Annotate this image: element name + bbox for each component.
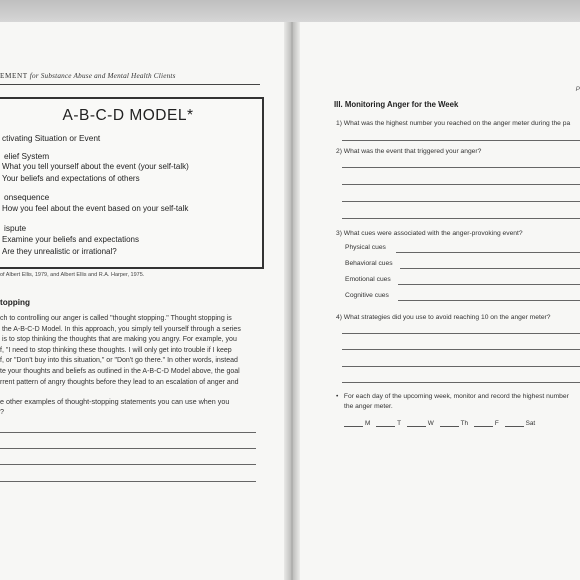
book-gutter: [284, 22, 300, 580]
cue-line-behavioral[interactable]: [400, 268, 580, 269]
page-number: P: [575, 86, 580, 93]
cue-label-physical: Physical cues: [345, 244, 386, 251]
cue-label-cognitive: Cognitive cues: [345, 292, 389, 299]
section-title-thought-stopping: topping: [0, 298, 31, 307]
question-4: 4) What strategies did you use to avoid reaching 10 on the anger meter?: [336, 314, 551, 321]
box-line-belief-2: Your beliefs and expectations of others: [2, 174, 140, 183]
box-line-consequence-1: How you feel about the event based on your self-talk: [2, 204, 189, 213]
day-entry-tuesday[interactable]: T: [376, 420, 401, 427]
box-line-belief-1: What you tell yourself about the event (your self-talk): [2, 162, 189, 171]
question-2: 2) What was the event that triggered your anger?: [336, 148, 482, 155]
cue-line-emotional[interactable]: [398, 284, 580, 285]
left-page: [0, 22, 288, 580]
question-thought-stopping: e other examples of thought-stopping statements you can use when you ?: [0, 397, 230, 416]
answer-line-2[interactable]: [342, 184, 580, 185]
answer-line-4[interactable]: [342, 366, 580, 367]
header-rule: [0, 84, 260, 85]
day-entry-wednesday[interactable]: W: [407, 420, 434, 427]
box-line-belief: elief System: [4, 151, 50, 161]
write-line[interactable]: [0, 464, 256, 465]
box-title: A-B-C-D MODEL*: [62, 107, 194, 124]
answer-line-2[interactable]: [342, 167, 580, 168]
cue-line-cognitive[interactable]: [398, 300, 580, 301]
day-record-row: [344, 420, 539, 427]
answer-line-2[interactable]: [342, 218, 580, 219]
answer-line-1[interactable]: [342, 140, 580, 141]
day-entry-thursday[interactable]: Th: [440, 420, 468, 427]
answer-line-4[interactable]: [342, 333, 580, 334]
box-line-dispute-2: Are they unrealistic or irrational?: [2, 247, 117, 256]
day-entry-friday[interactable]: F: [474, 420, 499, 427]
write-line[interactable]: [0, 481, 256, 482]
write-line[interactable]: [0, 448, 256, 449]
box-line-activating: ctivating Situation or Event: [2, 133, 101, 143]
cue-label-emotional: Emotional cues: [345, 276, 391, 283]
box-line-dispute: ispute: [4, 223, 27, 233]
running-head: EMENT for Substance Abuse and Mental Health Clients: [0, 72, 176, 80]
box-line-consequence: onsequence: [4, 192, 50, 202]
cue-line-physical[interactable]: [396, 252, 580, 253]
question-3: 3) What cues were associated with the anger-provoking event?: [336, 230, 523, 237]
write-line[interactable]: [0, 432, 256, 433]
section-title-monitoring: III. Monitoring Anger for the Week: [334, 100, 459, 109]
answer-line-2[interactable]: [342, 201, 580, 202]
answer-line-4[interactable]: [342, 349, 580, 350]
day-entry-saturday[interactable]: Sat: [505, 420, 536, 427]
right-page: [296, 22, 580, 580]
abcd-model-box: [0, 97, 264, 269]
cue-label-behavioral: Behavioral cues: [345, 260, 393, 267]
question-1: 1) What was the highest number you reached on the anger meter during the pa: [336, 120, 571, 127]
answer-line-4[interactable]: [342, 382, 580, 383]
bullet-text-cont: the anger meter.: [344, 403, 393, 410]
day-entry-monday[interactable]: M: [344, 420, 370, 427]
background: [0, 0, 580, 22]
box-line-dispute-1: Examine your beliefs and expectations: [2, 235, 139, 244]
footnote: of Albert Ellis, 1979, and Albert Ellis and R.A. Harper, 1975.: [0, 272, 145, 278]
bullet-text: • For each day of the upcoming week, monitor and record the highest number: [336, 393, 569, 400]
body-paragraph: ch to controlling our anger is called "thought stopping." Thought stopping is the A-B-C-D Model. In this approach, you simply tell yourself through a series is to stop thinking the thoughts that are making you angry. For example, you f, "I need to stop thinking these thoughts. I will only get into trouble if I keep f, or "Don't buy into this situation," or "Don't go there." In other words, instead te your thoughts and beliefs as outlined in the A-B-C-D Model above, the goal rrent pattern of angry thoughts before they lead to an escalation of anger and: [0, 315, 241, 386]
